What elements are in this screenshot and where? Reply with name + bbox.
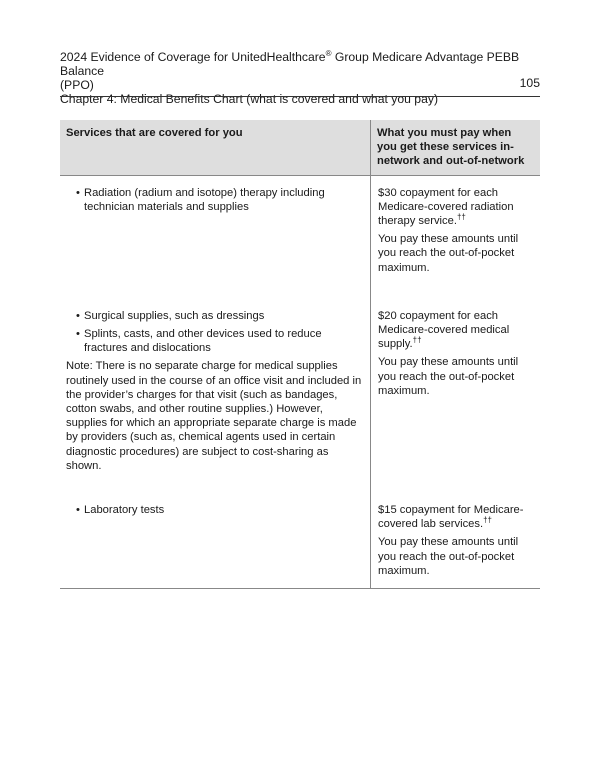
copay-text: $30 copayment for each Medicare-covered radiation therapy service.†† (378, 186, 514, 228)
header-divider (60, 96, 540, 97)
supplies-note: Note: There is no separate charge for medical supplies routinely used in the course of an office visit and included in the provider’s charges for that visit (such as bandages, cotton swabs, and other routine supplies.) However, supplies for which an appropriate separate charge is made by providers (such as, chemical agents used in certain diagnostic procedures) are subject to cost-sharing as shown. (66, 360, 362, 472)
dagger-mark: †† (483, 515, 492, 525)
table-row (60, 493, 540, 589)
registered-mark: ® (325, 48, 332, 58)
table-row (60, 175, 540, 299)
table-header-row (60, 120, 540, 175)
bullet-icon: • (76, 504, 80, 517)
bullet-icon: • (76, 186, 80, 199)
service-text: Laboratory tests (84, 504, 165, 517)
bullet-icon: • (76, 309, 80, 322)
column-header-cost: What you must pay when you get these services in-network and out-of-network (371, 120, 541, 175)
list-item (66, 327, 362, 355)
out-of-pocket-note: You pay these amounts until you reach the out-of-pocket maximum. (378, 536, 519, 577)
out-of-pocket-note: You pay these amounts until you reach the out-of-pocket maximum. (378, 356, 519, 397)
list-item (66, 186, 362, 214)
cost-cell (371, 175, 541, 299)
out-of-pocket-note: You pay these amounts until you reach the out-of-pocket maximum. (378, 233, 519, 274)
page-number: 105 (519, 76, 540, 90)
list-item (66, 503, 362, 517)
cost-cell (371, 299, 541, 493)
chapter-title: Chapter 4: Medical Benefits Chart (what is covered and what you pay) (60, 92, 439, 106)
service-cell (60, 299, 371, 493)
column-header-services: Services that are covered for you (60, 120, 371, 175)
benefits-table (60, 120, 540, 589)
service-text: Splints, casts, and other devices used to reduce fractures and dislocations (84, 328, 322, 355)
cost-cell (371, 493, 541, 589)
service-text: Surgical supplies, such as dressings (84, 309, 265, 322)
document-title-line2: (PPO) (60, 78, 94, 92)
document-title-rest: Group Medicare Advantage PEBB Balance (60, 50, 520, 78)
page-header (60, 50, 540, 106)
copay-text: $20 copayment for each Medicare-covered medical supply.†† (378, 309, 510, 351)
service-cell (60, 493, 371, 589)
document-title (60, 50, 540, 78)
dagger-mark: †† (456, 212, 466, 222)
dagger-mark: †† (412, 335, 422, 345)
service-cell (60, 175, 371, 299)
service-text: Radiation (radium and isotope) therapy including technician materials and supplies (84, 186, 325, 213)
document-title-text: 2024 Evidence of Coverage for UnitedHealthcare (60, 50, 326, 64)
table-row (60, 299, 540, 493)
copay-text: $15 copayment for Medicare-covered lab services.†† (378, 504, 524, 531)
list-item (66, 309, 362, 323)
bullet-icon: • (76, 328, 80, 341)
